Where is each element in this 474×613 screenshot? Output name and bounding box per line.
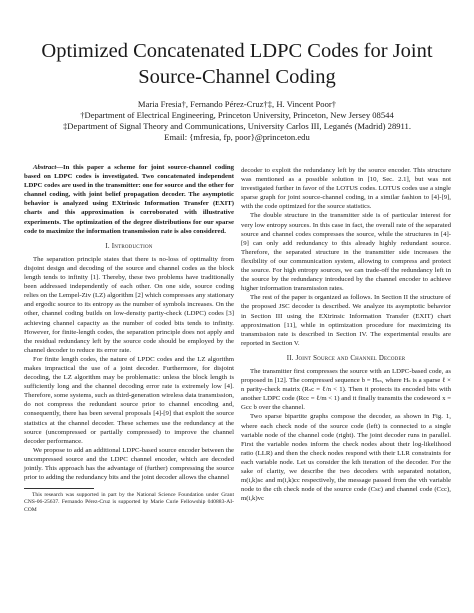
author-names: Maria Fresia†, Fernando Pérez-Cruz†‡, H. Vincent Poor† xyxy=(137,99,337,109)
right-paragraph-2: The rest of the paper is organized as follows. In Section II the structure of the proposed JSC decoder is described. We analyze its asymptotic behavior in Section III using the EXtrinsic Information Transfer (EXIT) chart approximation [11], while in optimization procedure for maximizing its transmission rate is described in Section IV. The experimental results are reported in Section V. xyxy=(241,294,451,347)
right-paragraph-0: decoder to exploit the redundancy left by the source encoder. This structure was mentioned as a possible solution in [10, Sec. 2.1], but was not investigated further in favor of the LOTUS codes. LOTUS codes use a single sparse graph for joint source-channel coding, in a similar fashion to [4]-[9], with the code optimized for the source statistics. xyxy=(241,167,451,211)
abstract xyxy=(24,163,234,236)
title-line-2: Source-Channel Coding xyxy=(138,66,336,88)
footnote-rule xyxy=(24,488,94,489)
title-line-1: Optimized Concatenated LDPC Codes for Joint xyxy=(41,40,433,62)
right-column xyxy=(241,166,451,503)
paper-title xyxy=(20,38,454,90)
intro-paragraph-3: We propose to add an additional LDPC-based source encoder between the uncompressed source and the LDPC channel encoder, which are decoded jointly. This approach has the advantage of (further) compressing the source prior to adding the redundancy bits and the joint decoder allows the channel xyxy=(24,446,234,482)
affiliation-2: ‡Department of Signal Theory and Communications, University Carlos III, Leganés (Madrid) 28911. xyxy=(63,121,411,131)
left-column xyxy=(24,163,234,514)
section-heading-joint-decoder: II. Joint Source and Channel Decoder xyxy=(286,354,406,362)
abstract-text: —In this paper a scheme for joint source-channel coding based on LDPC codes is investigated. Two concatenated independent LDPC codes are used in the transmitter: one for source and the other for channel coding, with joint belief propagation decoder. The asymptotic behavior is analyzed using EXtrinsic Information Transfer (EXIT) charts and this approximation is corroborated with illustrative experiments. The optimization of the degree distributions for our sparse code to maximize the information transmission rate is also considered. xyxy=(24,164,234,235)
decoder-paragraph-1: The transmitter first compresses the source with an LDPC-based code, as proposed in [12]. The compressed sequence b = Hₛₛ, where Hₛ is a sparse ℓ × n parity-check matrix (Rₛc = ℓ/n < 1). Then it protects its encoded bits with another LDPC code (Rcc = ℓ/m < 1) and it finally transmits the codeword x = Gcc b over the channel. xyxy=(241,367,451,412)
section-heading-introduction: I. Introduction xyxy=(105,242,153,250)
intro-paragraph-1: The separation principle states that there is no-loss of optimality from disjoint design and decoding of the source and channel codes as the block length tends to infinity [1]. Thereby, these two problems have traditionally been addressed independently of each other. On one side, source coding relies on the Lempel-Ziv (LZ) algorithm [2] which compresses any stationary and ergodic source to its entropy as the number of symbols increases. On the other, channel coding builds on low-density parity-check (LDPC) codes [3] achieving channel capacity as the number of coded bits tends to infinity. However, for finite-length codes, the separation principle does not apply and the residual redundancy left by the source code should be employed by the channel decoder to reduce its error rate. xyxy=(24,255,234,354)
abstract-lead: Abstract xyxy=(33,164,57,171)
author-block xyxy=(20,99,454,143)
right-paragraph-1: The double structure in the transmitter side is of particular interest for very low entropy sources. In this case in fact, the overall rate of the separated source and channel codes compresses the source, while the structures in [4]-[9] can only add redundancy to this already highly redundant source. Therefore, the separated structure in the transmitter side increases the flexibility of our communication system, allowing to compress and protect the source. For high entropy sources, we can trade-off the redundancy left in the source by the redundancy introduced by the channel encoder to achieve higher information transmission rates. xyxy=(241,212,451,293)
intro-paragraph-2: For finite length codes, the nature of LPDC codes and the LZ algorithm makes impractical the use of a joint decoder. Furthermore, for disjoint decoding, the LZ algorithm may be problematic: unless the block length is sufficiently long and the channel decoding error rate is extremely low [4]. Therefore, some systems, such as third-generation wireless data transmission, do not compress the redundant source prior to channel encoding and, consequently, there has been several proposals [4]-[9] that exploit the source statistics at the channel decoder. These schemes use the redundancy at the source (uncompressed or partially compressed) to improve the channel decoder performance. xyxy=(24,355,234,445)
footnote: This research was supported in part by the National Science Foundation under Grant CNS-06-25637. Fernando Pérez-Cruz is supported by Marie Curie Fellowship 040883-AI-COM xyxy=(24,492,234,513)
decoder-paragraph-2: Two sparse bipartite graphs compose the decoder, as shown in Fig. 1, where each check node of the source code (left) is connected to a single variable node of the channel code (right). The joint decoder runs in parallel. First the variable nodes inform the check nodes about their log-likelihood ratio (LLR) and then the check nodes respond with their LLR constraints for each variable node. Let us consider the kth iteration of the decoder. For the sake of clarity, we describe the two decoders with separated notation, m(i,k)sc and m(i,k)cc respectively, the message passed from the vth variable node to the cth check node of the source code (Csc) and channel code (Ccc), m(i,k)vc xyxy=(241,413,451,503)
author-email: Email: {mfresia, fp, poor}@princeton.edu xyxy=(164,132,310,142)
affiliation-1: †Department of Electrical Engineering, Princeton University, Princeton, New Jersey 08544 xyxy=(80,110,394,120)
